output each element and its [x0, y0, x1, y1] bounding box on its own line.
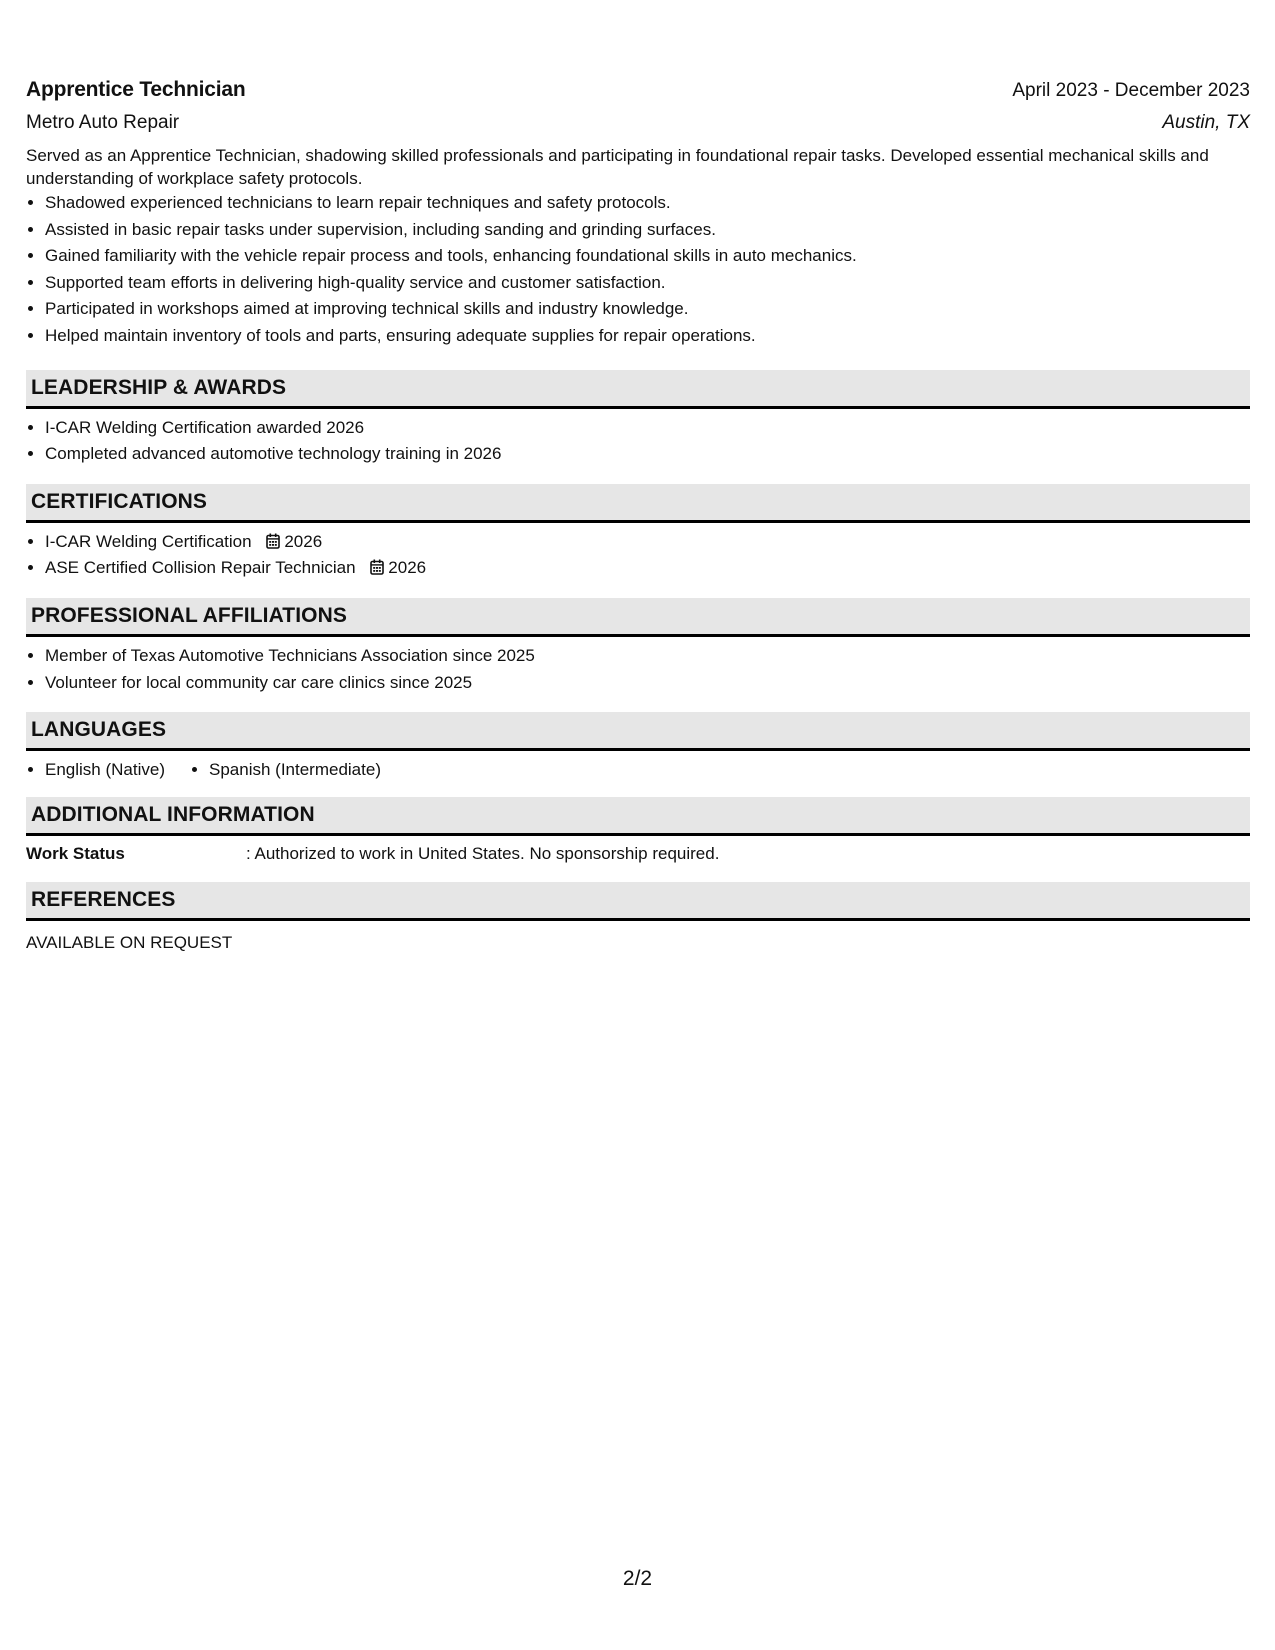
certification-year: 2026 [284, 531, 323, 551]
section-heading-references: REFERENCES [26, 882, 1250, 921]
job-location: Austin, TX [1162, 112, 1250, 133]
section-heading-additional: ADDITIONAL INFORMATION [26, 797, 1250, 836]
job-summary: Served as an Apprentice Technician, shadowing skilled professionals and participating in foundational repair tasks. Developed essential mechanical skills and understanding of workplace safety protocols. [26, 146, 1209, 188]
job-bullet: • Helped maintain inventory of tools and parts, ensuring adequate supplies for repair operations. [45, 323, 1250, 350]
list-item: • I-CAR Welding Certification awarded 2026 [45, 415, 1250, 442]
section-heading-certifications: CERTIFICATIONS [26, 484, 1250, 523]
language-item: • Spanish (Intermediate) [209, 757, 381, 783]
language-item: • English (Native) [45, 757, 165, 783]
job-bullet: • Supported team efforts in delivering high-quality service and customer satisfaction. [45, 270, 1250, 297]
section-heading-affiliations: PROFESSIONAL AFFILIATIONS [26, 598, 1250, 637]
work-status-value: : Authorized to work in United States. No sponsorship required. [246, 844, 720, 864]
job-bullet: • Assisted in basic repair tasks under supervision, including sanding and grinding surfaces. [45, 217, 1250, 244]
calendar-icon [370, 559, 384, 575]
page-number: 2/2 [622, 1567, 653, 1590]
list-item: • Completed advanced automotive technology training in 2026 [45, 441, 1250, 468]
work-status-row [26, 842, 1250, 866]
affiliations-list [26, 643, 1250, 696]
job-bullet: • Shadowed experienced technicians to learn repair techniques and safety protocols. [45, 190, 1250, 217]
resume-page [26, 78, 1250, 955]
section-heading-leadership: LEADERSHIP & AWARDS [26, 370, 1250, 409]
company-row [26, 112, 1250, 134]
job-bullet: • Gained familiarity with the vehicle repair process and tools, enhancing foundational skills in auto mechanics. [45, 243, 1250, 270]
section-heading-languages: LANGUAGES [26, 712, 1250, 751]
references-text: AVAILABLE ON REQUEST [26, 933, 233, 953]
job-title: Apprentice Technician [26, 78, 246, 101]
certification-name: ASE Certified Collision Repair Technician [45, 558, 356, 578]
calendar-icon [266, 533, 280, 549]
certification-name: I-CAR Welding Certification [45, 531, 252, 551]
job-header [26, 78, 1250, 102]
job-dates: April 2023 - December 2023 [1012, 80, 1250, 101]
leadership-list [26, 415, 1250, 468]
job-bullet: • Participated in workshops aimed at improving technical skills and industry knowledge. [45, 296, 1250, 323]
certification-year: 2026 [388, 558, 427, 578]
work-status-label: Work Status [26, 844, 125, 864]
experience-entry [26, 78, 1250, 350]
list-item: • Volunteer for local community car care clinics since 2025 [45, 670, 1250, 697]
certification-item [45, 529, 1250, 556]
job-bullets [26, 190, 1250, 350]
company-name: Metro Auto Repair [26, 112, 180, 133]
list-item: • Member of Texas Automotive Technicians Association since 2025 [45, 643, 1250, 670]
certification-item [45, 555, 1250, 582]
certifications-list [26, 529, 1250, 582]
